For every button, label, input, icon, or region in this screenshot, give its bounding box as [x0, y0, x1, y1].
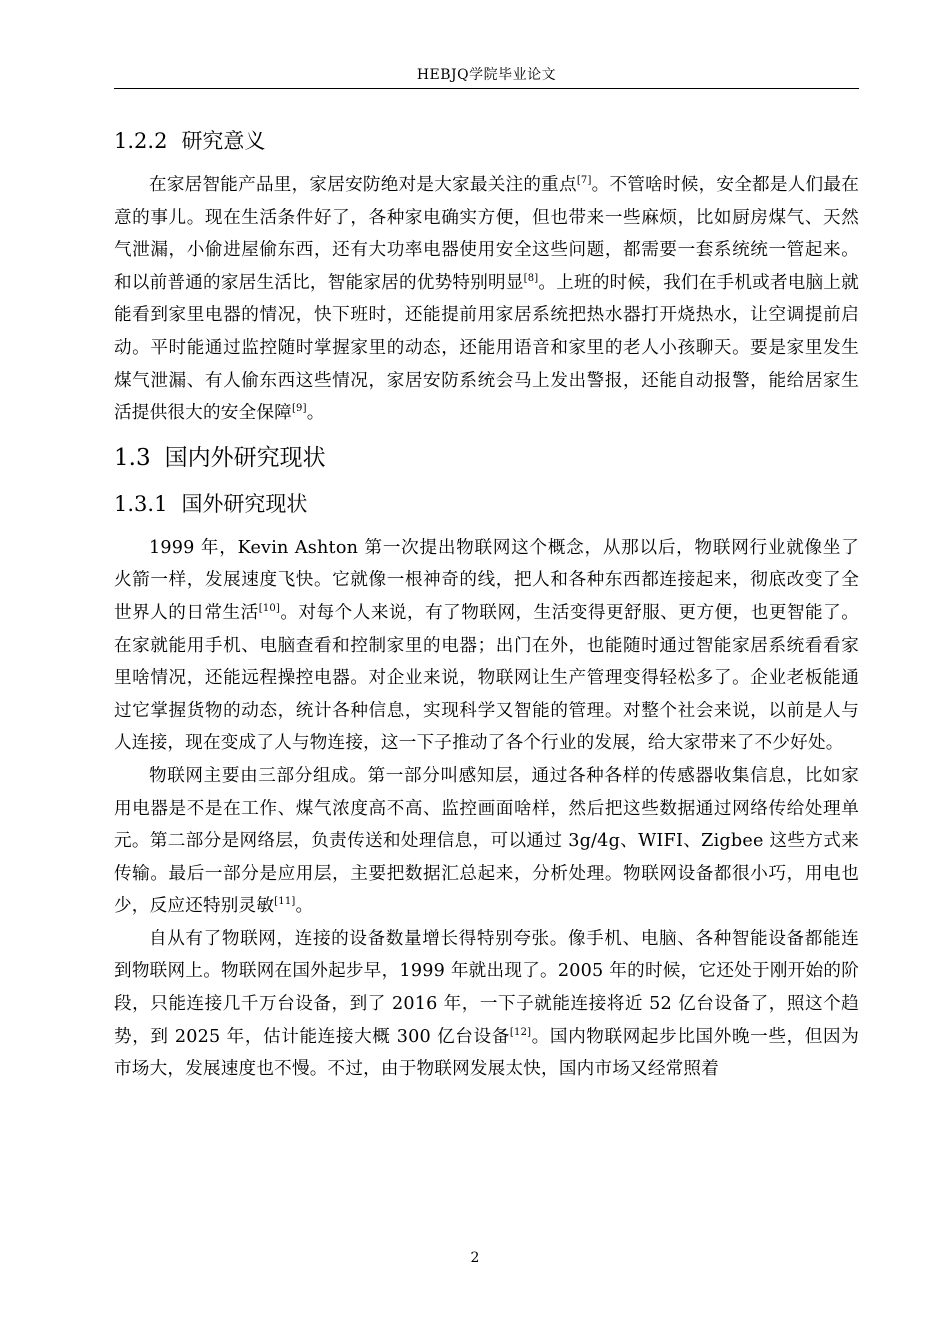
paragraph-text: 。国内物联网起步比国外晚一些，但因为市场大，发展速度也不慢。不过，由于物联网发展太快，国内市场又经常照着: [114, 1026, 859, 1080]
citation-ref: [9]: [291, 403, 307, 415]
citation-ref: [12]: [509, 1026, 532, 1038]
running-header: HEBJQ学院毕业论文: [416, 67, 557, 83]
paragraph: [114, 169, 859, 430]
section-heading-1-3-1: [114, 482, 859, 526]
page-content: [114, 119, 859, 1086]
citation-ref: [7]: [576, 175, 592, 187]
paragraph: [114, 532, 859, 760]
citation-ref: [8]: [523, 272, 539, 284]
paragraph: [114, 760, 859, 923]
paragraph-text: 。对每个人来说，有了物联网，生活变得更舒服、更方便，也更智能了。在家就能用手机、电脑查看和控制家里的电器；出门在外，也能随时通过智能家居系统看看家里啥情况，还能远程操控电器。对企业来说，物联网让生产管理变得轻松多了。企业老板能通过它掌握货物的动态，统计各种信息，实现科学又智能的管理。对整个社会来说，以前是人与人连接，现在变成了人与物连接，这一下子推动了各个行业的发展，给大家带来了不少好处。: [114, 602, 859, 754]
section-heading-1-3: [114, 434, 859, 482]
paragraph-text: 。上班的时候，我们在手机或者电脑上就能看到家里电器的情况，快下班时，还能提前用家居系统把热水器打开烧热水，让空调提前启动。平时能通过监控随时掌握家里的动态，还能用语音和家里的老人小孩聊天。要是家里发生煤气泄漏、有人偷东西这些情况，家居安防系统会马上发出警报，还能自动报警，能给居家生活提供很大的安全保障: [114, 272, 859, 424]
paragraph-text: 物联网主要由三部分组成。第一部分叫感知层，通过各种各样的传感器收集信息，比如家用电器是不是在工作、煤气浓度高不高、监控画面啥样，然后把这些数据通过网络传给处理单元。第二部分是网络层，负责传送和处理信息，可以通过 3g/4g、WIFI、Zigbee 这些方式来传输。最后一部分是应用层，主要把数据汇总起来，分析处理。物联网设备都很小巧，用电也少，反应还特别灵敏: [114, 765, 859, 917]
section-number: 1.3: [114, 444, 151, 471]
header-rule: [114, 88, 859, 89]
section-number: 1.3.1: [114, 491, 168, 516]
paragraph-text: 在家居智能产品里，家居安防绝对是大家最关注的重点: [149, 175, 577, 195]
citation-ref: [10]: [258, 603, 281, 615]
section-title: 国外研究现状: [181, 491, 308, 516]
section-title: 研究意义: [181, 129, 266, 153]
paragraph-text: 。: [306, 403, 325, 424]
citation-ref: [11]: [274, 896, 296, 908]
paragraph-text: 。: [295, 896, 314, 917]
paragraph-text: 1999 年，Kevin Ashton 第一次提出物联网这个概念，从那以后，物联网行业就像坐了火箭一样，发展速度飞快。它就像一根神奇的线，把人和各种东西都连接起来，彻底改变了全世界人的日常生活: [114, 537, 859, 623]
section-heading-1-2-2: [114, 119, 859, 163]
section-title: 国内外研究现状: [164, 444, 326, 471]
page-number: 2: [470, 1250, 480, 1266]
paragraph-text: 。不管啥时候，安全都是人们最在意的事儿。现在生活条件好了，各种家电确实方便，但也带来一些麻烦，比如厨房煤气、天然气泄漏，小偷进屋偷东西，还有大功率电器使用安全这些问题，都需要一套系统统一管起来。和以前普通的家居生活比，智能家居的优势特别明显: [114, 175, 859, 293]
paragraph: [114, 923, 859, 1086]
paragraph-text: 自从有了物联网，连接的设备数量增长得特别夸张。像手机、电脑、各种智能设备都能连到物联网上。物联网在国外起步早，1999 年就出现了。2005 年的时候，它还处于刚开始的阶段，只能连接几千万台设备，到了 2016 年，一下子就能连接将近 52 亿台设备了，照这个趋势，到 2025 年，估计能连接大概 300 亿台设备: [114, 928, 859, 1047]
section-number: 1.2.2: [114, 129, 168, 153]
